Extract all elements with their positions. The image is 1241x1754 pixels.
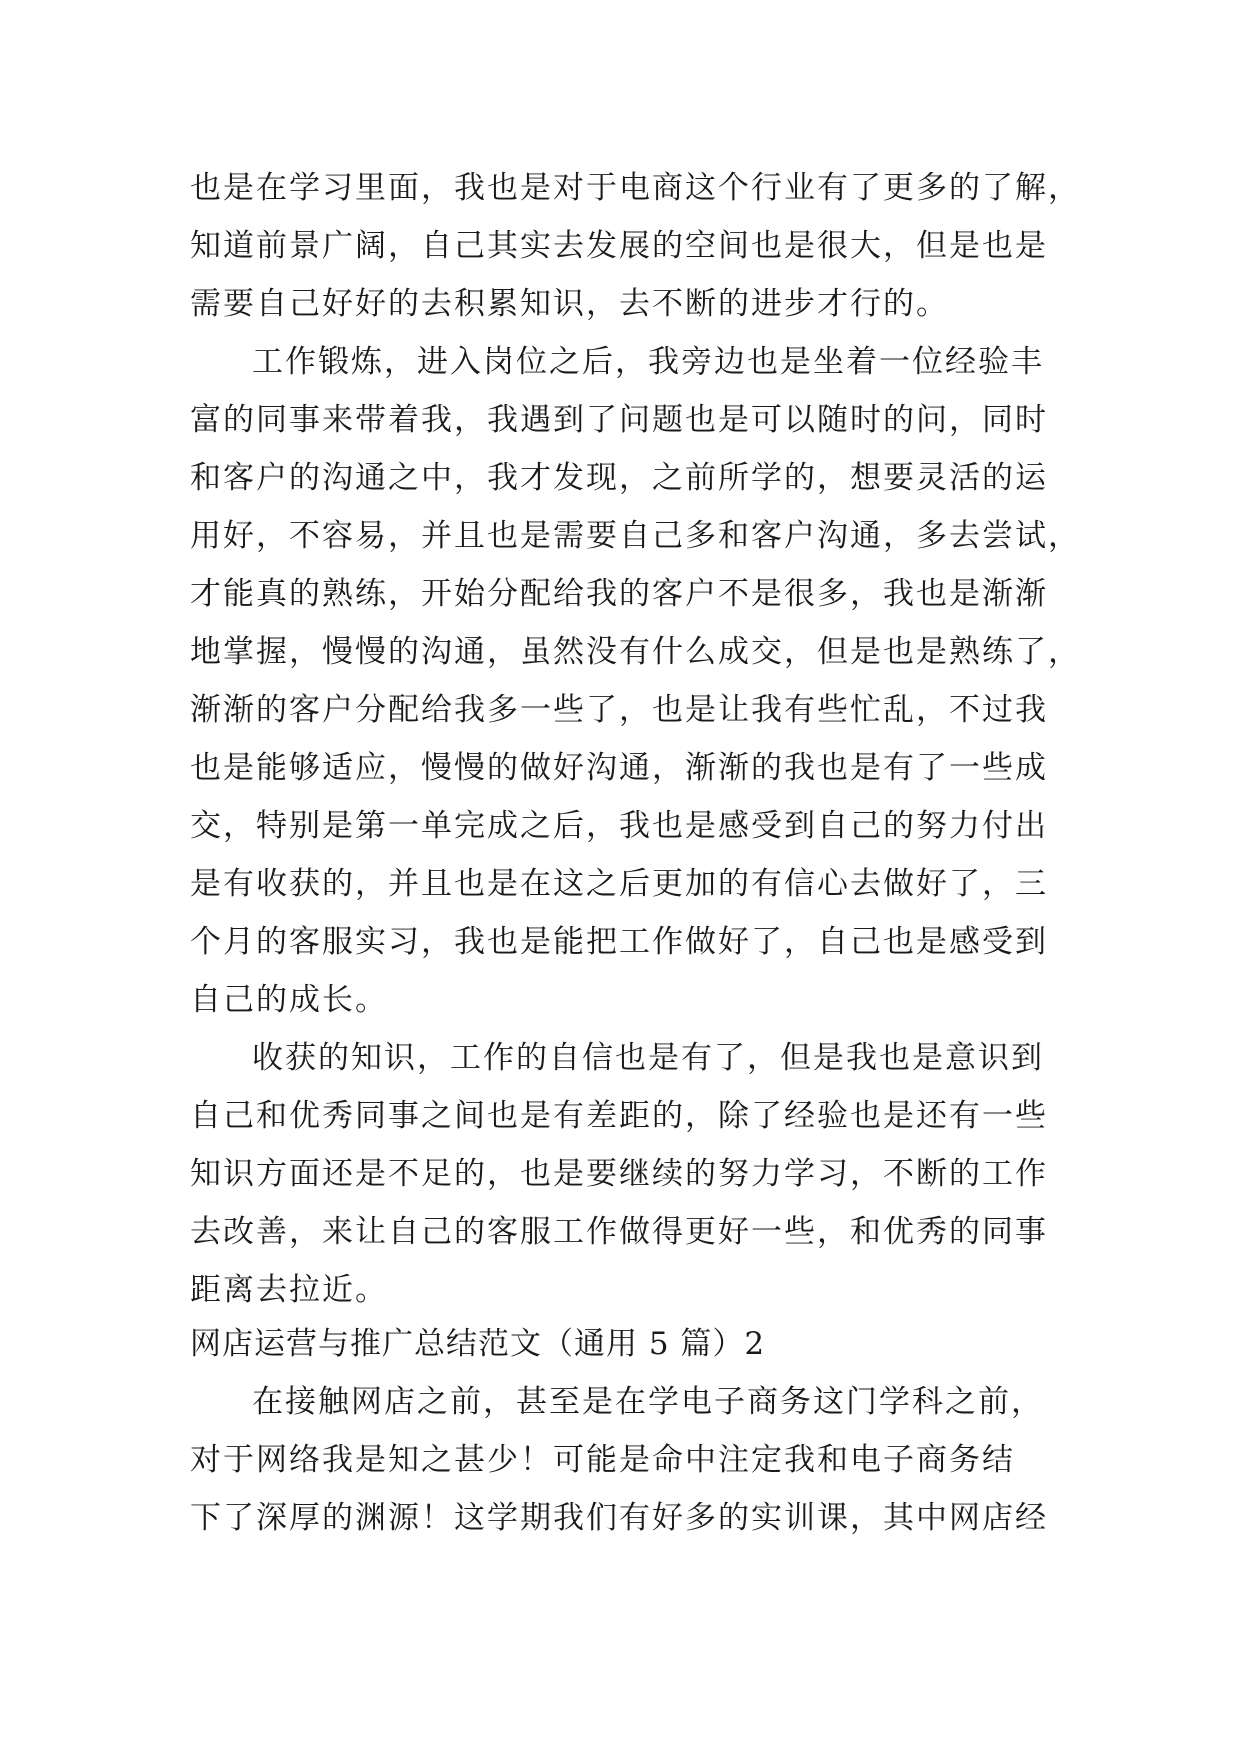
text-line: 用好，不容易，并且也是需要自己多和客户沟通，多去尝试， [190, 518, 1081, 554]
text-line: 需要自己好好的去积累知识，去不断的进步才行的。 [190, 286, 949, 322]
text-line: 个月的客服实习，我也是能把工作做好了，自己也是感受到 [190, 924, 1048, 960]
text-line: 才能真的熟练，开始分配给我的客户不是很多，我也是渐渐 [190, 576, 1048, 612]
paragraph-first-line: 在接触网店之前，甚至是在学电子商务这门学科之前， [252, 1384, 1044, 1420]
text-line: 距离去拉近。 [190, 1272, 388, 1308]
text-line: 渐渐的客户分配给我多一些了，也是让我有些忙乱，不过我 [190, 692, 1048, 728]
text-line: 自己和优秀同事之间也是有差距的，除了经验也是还有一些 [190, 1098, 1048, 1134]
section-heading: 网店运营与推广总结范文（通用 5 篇）2 [190, 1326, 766, 1362]
text-line: 也是能够适应，慢慢的做好沟通，渐渐的我也是有了一些成 [190, 750, 1048, 786]
text-line: 知道前景广阔，自己其实去发展的空间也是很大，但是也是 [190, 228, 1048, 264]
text-line: 对于网络我是知之甚少！可能是命中注定我和电子商务结 [190, 1442, 1015, 1478]
text-line: 富的同事来带着我，我遇到了问题也是可以随时的问，同时 [190, 402, 1048, 438]
text-line: 知识方面还是不足的，也是要继续的努力学习，不断的工作 [190, 1156, 1048, 1192]
text-line: 是有收获的，并且也是在这之后更加的有信心去做好了，三 [190, 866, 1048, 902]
text-line: 地掌握，慢慢的沟通，虽然没有什么成交，但是也是熟练了， [190, 634, 1081, 670]
paragraph-first-line: 收获的知识，工作的自信也是有了，但是我也是意识到 [252, 1040, 1044, 1076]
text-line: 也是在学习里面，我也是对于电商这个行业有了更多的了解， [190, 170, 1081, 206]
text-line: 交，特别是第一单完成之后，我也是感受到自己的努力付出 [190, 808, 1048, 844]
paragraph-first-line: 工作锻炼，进入岗位之后，我旁边也是坐着一位经验丰 [252, 344, 1044, 380]
text-line: 自己的成长。 [190, 982, 388, 1018]
text-line: 下了深厚的渊源！这学期我们有好多的实训课，其中网店经 [190, 1500, 1048, 1536]
text-line: 和客户的沟通之中，我才发现，之前所学的，想要灵活的运 [190, 460, 1048, 496]
text-line: 去改善，来让自己的客服工作做得更好一些，和优秀的同事 [190, 1214, 1048, 1250]
